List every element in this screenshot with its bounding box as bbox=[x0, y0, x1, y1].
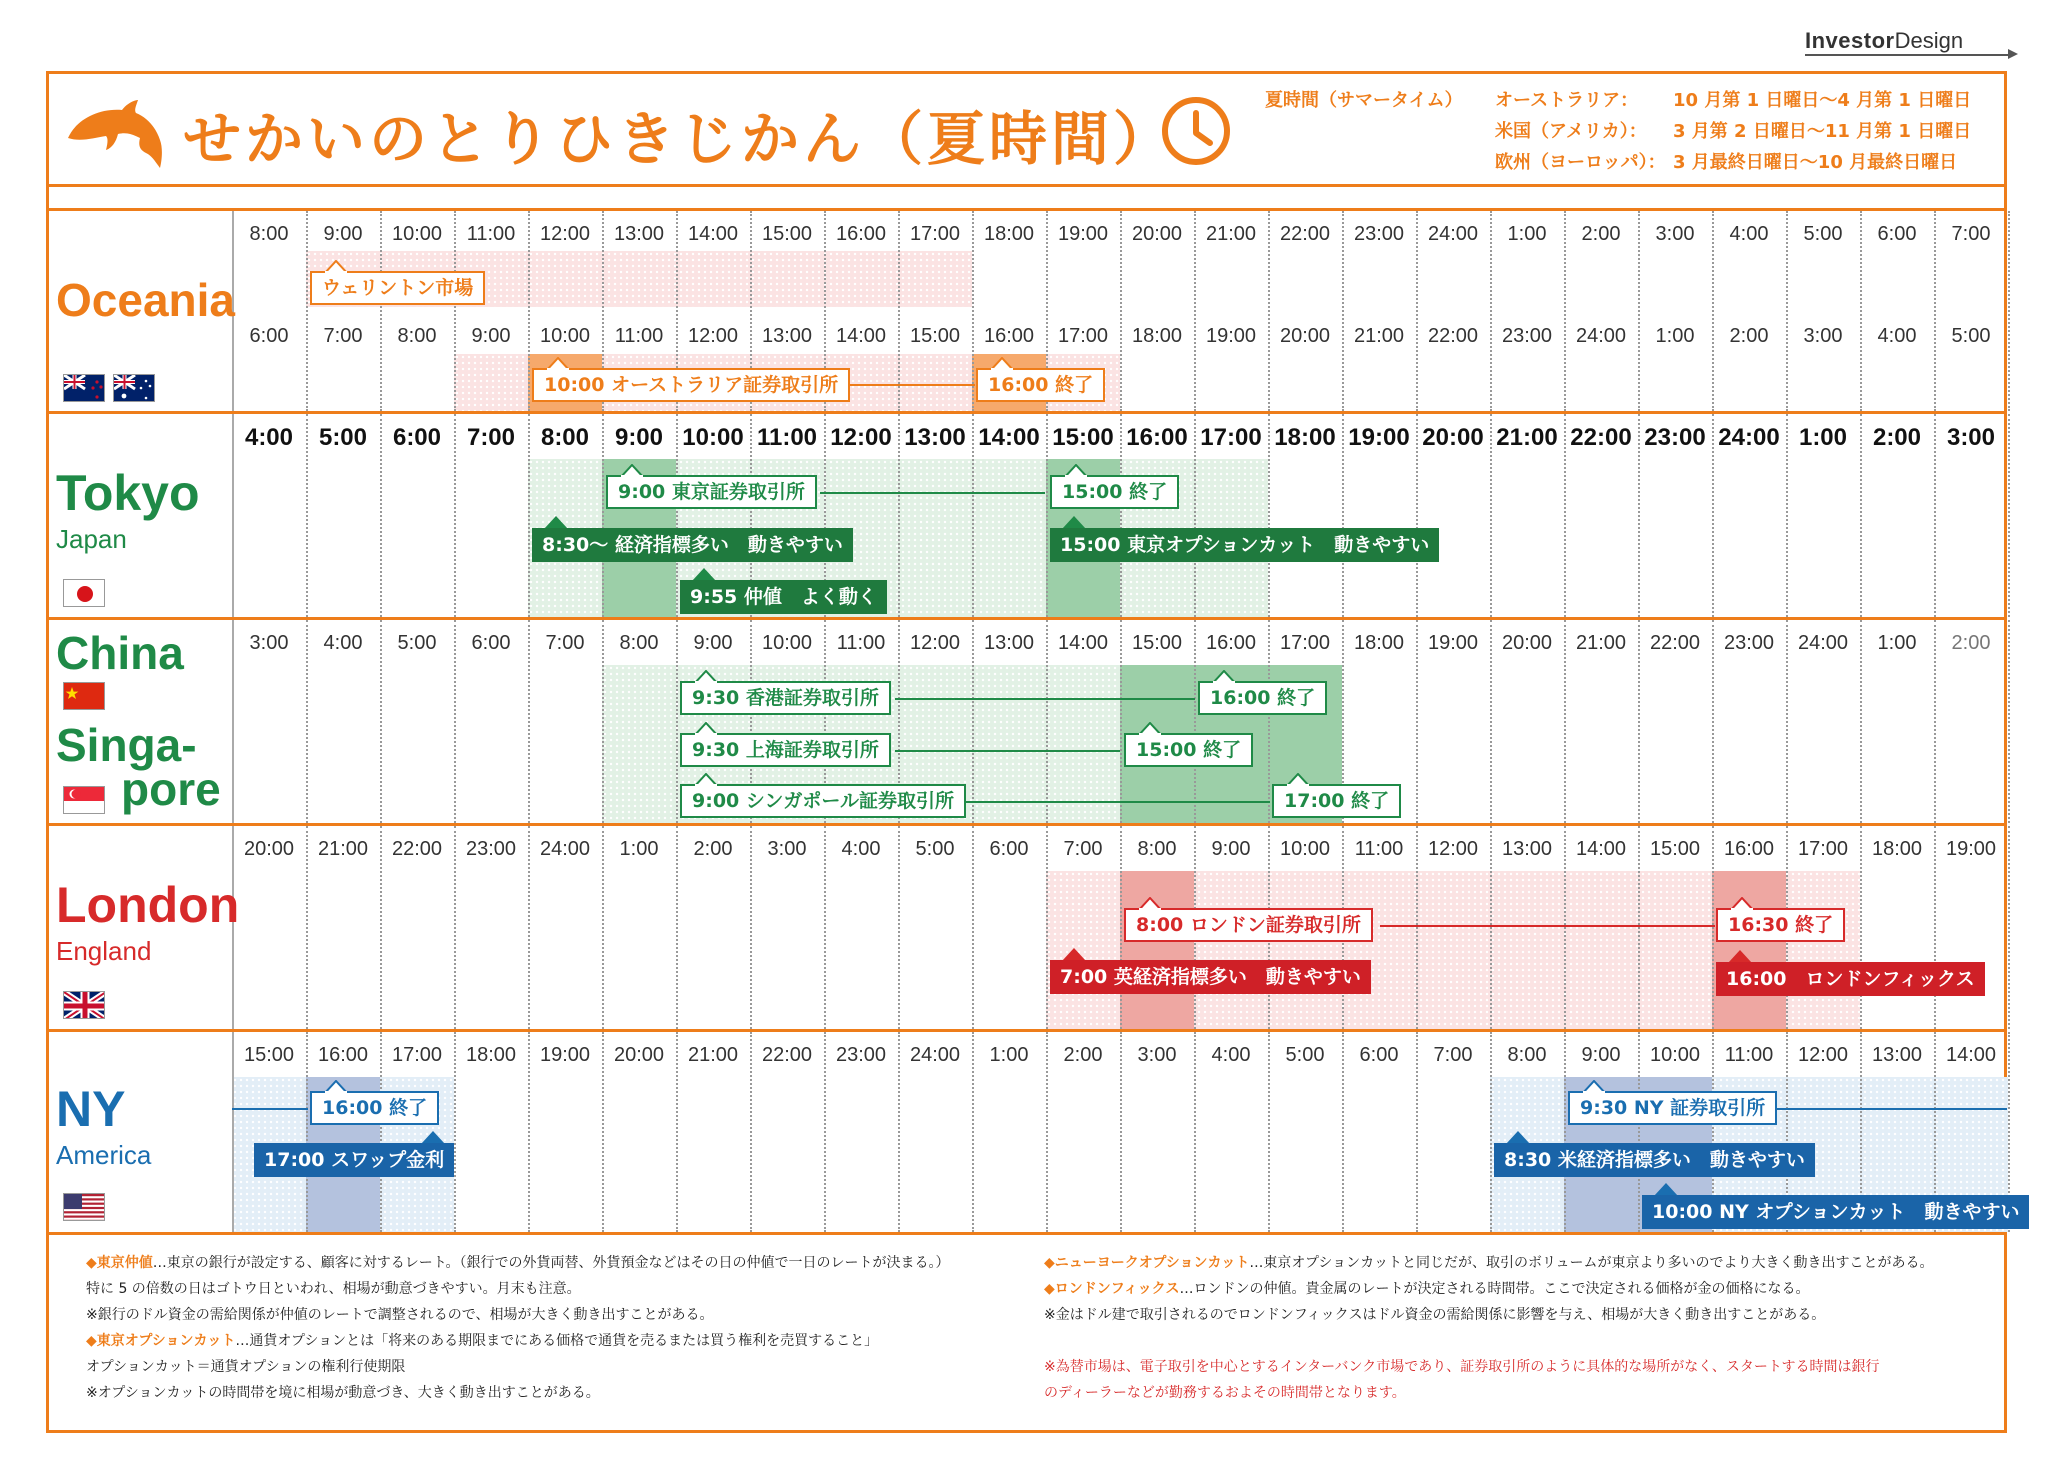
warning-line: ※為替市場は、電子取引を中心とするインターバンク市場であり、証券取引所のように具体的な場所がなく、スタートする時間は銀行 bbox=[1044, 1359, 1880, 1375]
pointer-icon bbox=[1652, 1182, 1680, 1195]
time-tick: 12:00 bbox=[539, 223, 591, 245]
time-tick: 7:00 bbox=[466, 424, 516, 451]
time-tick: 17:00 bbox=[391, 1044, 443, 1066]
time-tick: 7:00 bbox=[1951, 223, 1991, 245]
region-sub-tokyo: Japan bbox=[56, 524, 127, 554]
pointer-icon bbox=[692, 773, 720, 786]
market-label: 9:30 NY 証券取引所 bbox=[1568, 1091, 1777, 1125]
region-london: London bbox=[56, 877, 240, 933]
time-tick: 7:00 bbox=[323, 325, 363, 347]
dst-row: オーストラリア： 10 月第 1 日曜日〜4 月第 1 日曜日 bbox=[1495, 90, 1972, 111]
time-tick: 8:00 bbox=[619, 632, 659, 654]
time-tick: 10:00 bbox=[1649, 1044, 1701, 1066]
time-tick: 10:00 bbox=[539, 325, 591, 347]
pointer-icon bbox=[1062, 464, 1090, 477]
time-tick: 4:00 bbox=[1877, 325, 1917, 347]
pointer-icon bbox=[690, 567, 718, 580]
time-tick: 9:00 bbox=[614, 424, 664, 451]
market-label: 10:00 NY オプションカット 動きやすい bbox=[1642, 1195, 2029, 1229]
time-tick: 6:00 bbox=[471, 632, 511, 654]
time-tick: 23:00 bbox=[1501, 325, 1553, 347]
time-tick: 5:00 bbox=[397, 632, 437, 654]
time-tick: 5:00 bbox=[1803, 223, 1843, 245]
time-tick: 6:00 bbox=[1359, 1044, 1399, 1066]
note-line: ◆東京オプションカット…通貨オプションとは「将来のある期限までにある価格で通貨を売るまたは買う権利を売買すること」 bbox=[86, 1333, 879, 1349]
time-tick: 13:00 bbox=[613, 223, 665, 245]
time-tick: 1:00 bbox=[1798, 424, 1848, 451]
time-tick: 12:00 bbox=[830, 424, 892, 451]
region-sub-london: England bbox=[56, 936, 152, 966]
market-label: 17:00 スワップ金利 bbox=[254, 1143, 454, 1177]
market-label: 9:30 香港証券取引所 bbox=[680, 681, 891, 715]
uk-flag bbox=[63, 991, 105, 1019]
grid-line bbox=[2008, 620, 2010, 823]
time-tick: 3:00 bbox=[767, 838, 807, 860]
note-line: ◆ニューヨークオプションカット…東京オプションカットと同じだが、取引のボリュームが東京より多いのでより大きく動き出すことがある。 bbox=[1044, 1255, 1934, 1271]
time-tick: 13:00 bbox=[983, 632, 1035, 654]
time-tick: 17:00 bbox=[1279, 632, 1331, 654]
time-tick: 16:00 bbox=[835, 223, 887, 245]
time-tick: 20:00 bbox=[1131, 223, 1183, 245]
time-tick: 22:00 bbox=[1427, 325, 1479, 347]
pointer-icon bbox=[618, 464, 646, 477]
section-asia bbox=[46, 620, 2007, 826]
time-tick: 22:00 bbox=[1279, 223, 1331, 245]
time-tick: 18:00 bbox=[1274, 424, 1336, 451]
clock-icon bbox=[1160, 95, 1232, 167]
time-tick: 5:00 bbox=[1951, 325, 1991, 347]
time-tick: 21:00 bbox=[1496, 424, 1558, 451]
connector-line bbox=[965, 801, 1270, 803]
time-tick: 16:00 bbox=[983, 325, 1035, 347]
time-tick: 4:00 bbox=[1729, 223, 1769, 245]
time-tick: 12:00 bbox=[687, 325, 739, 347]
time-tick: 8:00 bbox=[1507, 1044, 1547, 1066]
time-tick: 24:00 bbox=[1797, 632, 1849, 654]
time-tick: 13:00 bbox=[1871, 1044, 1923, 1066]
time-tick: 21:00 bbox=[1353, 325, 1405, 347]
time-tick: 18:00 bbox=[1871, 838, 1923, 860]
market-label: ウェリントン市場 bbox=[310, 271, 485, 305]
time-tick: 23:00 bbox=[465, 838, 517, 860]
time-tick: 8:00 bbox=[249, 223, 289, 245]
time-tick: 9:00 bbox=[1211, 838, 1251, 860]
grid-line bbox=[2008, 414, 2010, 617]
time-tick: 9:00 bbox=[1581, 1044, 1621, 1066]
section-tokyo bbox=[46, 414, 2007, 620]
market-label: 15:00 終了 bbox=[1124, 733, 1253, 767]
time-tick: 3:00 bbox=[1655, 223, 1695, 245]
time-tick: 1:00 bbox=[989, 1044, 1029, 1066]
connector-line bbox=[232, 1108, 308, 1110]
note-line: ※銀行のドル資金の需給関係が仲値のレートで調整されるので、相場が大きく動き出すことがある。 bbox=[86, 1307, 714, 1323]
time-tick: 3:00 bbox=[1137, 1044, 1177, 1066]
time-tick: 18:00 bbox=[983, 223, 1035, 245]
pointer-icon bbox=[1060, 947, 1088, 960]
time-tick: 7:00 bbox=[1433, 1044, 1473, 1066]
time-tick: 2:00 bbox=[693, 838, 733, 860]
au-flag bbox=[113, 374, 155, 402]
time-tick: 23:00 bbox=[835, 1044, 887, 1066]
time-tick: 18:00 bbox=[465, 1044, 517, 1066]
time-tick: 24:00 bbox=[909, 1044, 961, 1066]
time-tick: 14:00 bbox=[978, 424, 1040, 451]
time-tick: 17:00 bbox=[1200, 424, 1262, 451]
pointer-icon bbox=[1728, 897, 1756, 910]
market-label: 15:00 終了 bbox=[1050, 475, 1179, 509]
time-tick: 11:00 bbox=[756, 424, 818, 451]
dst-row: 米国（アメリカ）： 3 月第 2 日曜日〜11 月第 1 日曜日 bbox=[1495, 121, 1972, 142]
time-tick: 5:00 bbox=[318, 424, 368, 451]
time-tick: 20:00 bbox=[243, 838, 295, 860]
time-tick: 11:00 bbox=[836, 632, 886, 654]
time-tick: 5:00 bbox=[1285, 1044, 1325, 1066]
time-tick: 9:00 bbox=[471, 325, 511, 347]
market-label: 10:00 オーストラリア証券取引所 bbox=[532, 368, 850, 402]
time-tick: 20:00 bbox=[1279, 325, 1331, 347]
time-tick: 4:00 bbox=[323, 632, 363, 654]
connector-line bbox=[820, 492, 1045, 494]
time-tick: 7:00 bbox=[545, 632, 585, 654]
pointer-icon bbox=[1580, 1080, 1608, 1093]
market-label: 16:00 終了 bbox=[1198, 681, 1327, 715]
time-tick: 18:00 bbox=[1353, 632, 1405, 654]
time-tick: 6:00 bbox=[249, 325, 289, 347]
session-band bbox=[1120, 871, 1194, 1029]
time-tick: 9:00 bbox=[693, 632, 733, 654]
warning-line: のディーラーなどが勤務するおよその時間帯となります。 bbox=[1044, 1385, 1406, 1401]
connector-line bbox=[895, 698, 1195, 700]
time-tick: 11:00 bbox=[1724, 1044, 1774, 1066]
time-tick: 12:00 bbox=[1427, 838, 1479, 860]
connector-line bbox=[1380, 925, 1715, 927]
time-tick: 12:00 bbox=[1797, 1044, 1849, 1066]
time-tick: 3:00 bbox=[249, 632, 289, 654]
time-tick: 21:00 bbox=[687, 1044, 739, 1066]
region-singapore: Singa- bbox=[56, 719, 197, 771]
brand-logo: InvestorDesign bbox=[1805, 28, 2020, 56]
time-tick: 15:00 bbox=[243, 1044, 295, 1066]
pointer-icon bbox=[419, 1130, 447, 1143]
pointer-icon bbox=[1726, 949, 1754, 962]
time-tick: 16:00 bbox=[1126, 424, 1188, 451]
time-tick: 13:00 bbox=[1501, 838, 1553, 860]
time-tick: 22:00 bbox=[761, 1044, 813, 1066]
note-line: ※オプションカットの時間帯を境に相場が動意づき、大きく動き出すことがある。 bbox=[86, 1385, 600, 1401]
section-oceania bbox=[46, 211, 2007, 414]
time-tick: 2:00 bbox=[1951, 632, 1991, 654]
time-tick: 1:00 bbox=[1507, 223, 1547, 245]
pointer-icon bbox=[692, 670, 720, 683]
region-ny: NY bbox=[56, 1081, 126, 1137]
pointer-icon bbox=[322, 260, 350, 273]
time-tick: 21:00 bbox=[1205, 223, 1257, 245]
time-tick: 10:00 bbox=[682, 424, 744, 451]
time-tick: 2:00 bbox=[1729, 325, 1769, 347]
time-tick: 14:00 bbox=[687, 223, 739, 245]
dst-row: 欧州（ヨーロッパ）： 3 月最終日曜日〜10 月最終日曜日 bbox=[1495, 152, 1958, 173]
time-tick: 2:00 bbox=[1872, 424, 1922, 451]
market-label: 9:55 仲値 よく動く bbox=[680, 580, 887, 614]
time-tick: 14:00 bbox=[1945, 1044, 1997, 1066]
time-tick: 3:00 bbox=[1946, 424, 1996, 451]
pointer-icon bbox=[544, 357, 572, 370]
time-tick: 2:00 bbox=[1063, 1044, 1103, 1066]
note-line: 特に 5 の倍数の日はゴトウ日といわれ、相場が動意づきやすい。月末も注意。 bbox=[86, 1281, 581, 1297]
time-tick: 14:00 bbox=[1057, 632, 1109, 654]
time-tick: 12:00 bbox=[909, 632, 961, 654]
time-tick: 11:00 bbox=[466, 223, 516, 245]
time-tick: 22:00 bbox=[391, 838, 443, 860]
time-tick: 19:00 bbox=[1057, 223, 1109, 245]
pointer-icon bbox=[1136, 722, 1164, 735]
spacer-stripe bbox=[46, 183, 2007, 211]
time-tick: 15:00 bbox=[1052, 424, 1114, 451]
time-tick: 14:00 bbox=[1575, 838, 1627, 860]
pointer-icon bbox=[988, 357, 1016, 370]
time-tick: 15:00 bbox=[1131, 632, 1183, 654]
time-tick: 15:00 bbox=[761, 223, 813, 245]
time-tick: 10:00 bbox=[1279, 838, 1331, 860]
market-label: 7:00 英経済指標多い 動きやすい bbox=[1050, 960, 1371, 994]
time-tick: 11:00 bbox=[614, 325, 664, 347]
pointer-icon bbox=[322, 1080, 350, 1093]
time-tick: 21:00 bbox=[1575, 632, 1627, 654]
time-tick: 10:00 bbox=[761, 632, 813, 654]
page-title: せかいのとりひきじかん（夏時間） bbox=[183, 105, 1176, 173]
region-tokyo: Tokyo bbox=[56, 465, 200, 521]
time-tick: 20:00 bbox=[613, 1044, 665, 1066]
time-tick: 24:00 bbox=[1718, 424, 1780, 451]
time-tick: 23:00 bbox=[1644, 424, 1706, 451]
time-tick: 7:00 bbox=[1063, 838, 1103, 860]
time-tick: 13:00 bbox=[904, 424, 966, 451]
time-tick: 15:00 bbox=[1649, 838, 1701, 860]
time-tick: 21:00 bbox=[317, 838, 369, 860]
time-tick: 16:00 bbox=[1205, 632, 1257, 654]
grid-line bbox=[2008, 826, 2010, 1029]
connector-line bbox=[895, 750, 1120, 752]
notes-section bbox=[46, 1235, 2007, 1433]
market-label: 16:00 終了 bbox=[976, 368, 1105, 402]
time-tick: 19:00 bbox=[1348, 424, 1410, 451]
time-tick: 17:00 bbox=[1057, 325, 1109, 347]
time-tick: 11:00 bbox=[1354, 838, 1404, 860]
time-tick: 24:00 bbox=[1427, 223, 1479, 245]
time-tick: 3:00 bbox=[1803, 325, 1843, 347]
note-line: ◆ロンドンフィックス…ロンドンの仲値。貴金属のレートが決定される時間帯。ここで決定される価格が金の価格になる。 bbox=[1044, 1281, 1810, 1297]
time-tick: 15:00 bbox=[909, 325, 961, 347]
time-tick: 6:00 bbox=[1877, 223, 1917, 245]
time-tick: 8:00 bbox=[540, 424, 590, 451]
pointer-icon bbox=[1060, 515, 1088, 528]
time-tick: 1:00 bbox=[619, 838, 659, 860]
nz-flag bbox=[63, 374, 105, 402]
time-tick: 8:00 bbox=[1137, 838, 1177, 860]
time-tick: 19:00 bbox=[1205, 325, 1257, 347]
market-label: 9:00 東京証券取引所 bbox=[606, 475, 817, 509]
time-tick: 6:00 bbox=[989, 838, 1029, 860]
market-label: 17:00 終了 bbox=[1272, 784, 1401, 818]
time-tick: 20:00 bbox=[1422, 424, 1484, 451]
pointer-icon bbox=[542, 515, 570, 528]
time-tick: 20:00 bbox=[1501, 632, 1553, 654]
pointer-icon bbox=[692, 722, 720, 735]
time-tick: 16:00 bbox=[1723, 838, 1775, 860]
region-oceania: Oceania bbox=[56, 274, 235, 326]
sg-flag bbox=[63, 786, 105, 814]
time-tick: 19:00 bbox=[1427, 632, 1479, 654]
time-tick: 5:00 bbox=[915, 838, 955, 860]
time-tick: 24:00 bbox=[1575, 325, 1627, 347]
connector-line bbox=[845, 384, 975, 386]
time-tick: 23:00 bbox=[1353, 223, 1405, 245]
section-london bbox=[46, 826, 2007, 1032]
time-tick: 22:00 bbox=[1649, 632, 1701, 654]
market-label: 16:00 終了 bbox=[310, 1091, 439, 1125]
pointer-icon bbox=[1504, 1130, 1532, 1143]
note-line: ※金はドル建で取引されるのでロンドンフィックスはドル資金の需給関係に影響を与え、相場が大きく動き出すことがある。 bbox=[1044, 1307, 1826, 1323]
market-label: 8:30〜 経済指標多い 動きやすい bbox=[532, 528, 853, 562]
market-label: 16:00 ロンドンフィックス bbox=[1716, 962, 1985, 996]
market-label: 15:00 東京オプションカット 動きやすい bbox=[1050, 528, 1439, 562]
region-china: China bbox=[56, 627, 184, 679]
jp-flag bbox=[63, 579, 105, 607]
time-tick: 4:00 bbox=[841, 838, 881, 860]
time-tick: 16:00 bbox=[317, 1044, 369, 1066]
region-sub-ny: America bbox=[56, 1140, 152, 1170]
time-tick: 9:00 bbox=[323, 223, 363, 245]
note-line: オプションカット＝通貨オプションの権利行使期限 bbox=[86, 1359, 406, 1375]
market-label: 9:30 上海証券取引所 bbox=[680, 733, 891, 767]
region-singapore-2: pore bbox=[121, 763, 221, 815]
time-tick: 17:00 bbox=[909, 223, 961, 245]
market-label: 8:00 ロンドン証券取引所 bbox=[1124, 908, 1373, 942]
time-tick: 4:00 bbox=[244, 424, 294, 451]
note-line: ◆東京仲値…東京の銀行が設定する、顧客に対するレート。（銀行での外貨両替、外貨預金などはその日の仲値で一日のレートが決まる。） bbox=[86, 1255, 950, 1271]
time-tick: 13:00 bbox=[761, 325, 813, 347]
time-tick: 8:00 bbox=[397, 325, 437, 347]
time-tick: 2:00 bbox=[1581, 223, 1621, 245]
market-label: 9:00 シンガポール証券取引所 bbox=[680, 784, 966, 818]
time-tick: 18:00 bbox=[1131, 325, 1183, 347]
time-tick: 17:00 bbox=[1797, 838, 1849, 860]
connector-line bbox=[1770, 1108, 2007, 1110]
dst-heading: 夏時間（サマータイム） bbox=[1265, 90, 1463, 111]
cn-flag bbox=[63, 682, 105, 710]
section-ny bbox=[46, 1032, 2020, 1235]
pointer-icon bbox=[1136, 897, 1164, 910]
time-tick: 10:00 bbox=[391, 223, 443, 245]
market-label: 8:30 米経済指標多い 動きやすい bbox=[1494, 1143, 1815, 1177]
time-tick: 22:00 bbox=[1570, 424, 1632, 451]
time-tick: 6:00 bbox=[392, 424, 442, 451]
grid-line bbox=[2008, 211, 2010, 411]
market-label: 16:30 終了 bbox=[1716, 908, 1845, 942]
time-tick: 19:00 bbox=[539, 1044, 591, 1066]
dolphin-icon bbox=[66, 98, 166, 170]
time-tick: 23:00 bbox=[1723, 632, 1775, 654]
time-tick: 1:00 bbox=[1877, 632, 1917, 654]
pointer-icon bbox=[1210, 670, 1238, 683]
pointer-icon bbox=[1284, 773, 1312, 786]
time-tick: 4:00 bbox=[1211, 1044, 1251, 1066]
time-tick: 19:00 bbox=[1945, 838, 1997, 860]
time-tick: 24:00 bbox=[539, 838, 591, 860]
time-tick: 1:00 bbox=[1655, 325, 1695, 347]
us-flag bbox=[63, 1193, 105, 1221]
time-tick: 14:00 bbox=[835, 325, 887, 347]
